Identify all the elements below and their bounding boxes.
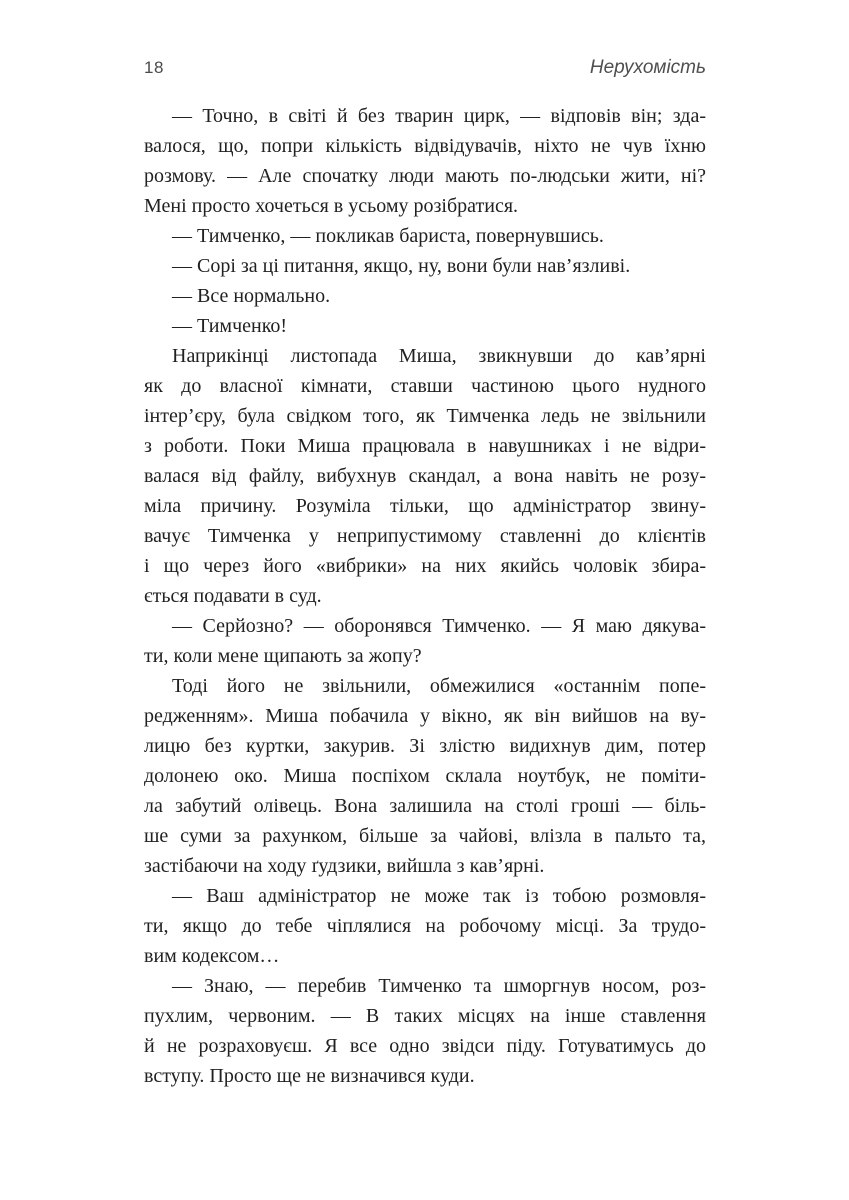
text-line: — Сорі за ці питання, якщо, ну, вони були нав’язливі.	[172, 255, 631, 277]
text-line: валося, що, попри кількість відвідувачів, ніхто не чув їхню	[144, 135, 706, 157]
text-line: і що через його «вибрики» на них якийсь чоловік збира-	[144, 555, 706, 577]
text-line: лицю без куртки, закурив. Зі злістю видихнув дим, потер	[144, 735, 706, 757]
text-line: Тоді його не звільнили, обмежилися «останнім попе-	[172, 675, 706, 697]
text-line: — Точно, в світі й без тварин цирк, — відповів він; зда-	[172, 105, 706, 127]
text-line: ше суми за рахунком, більше за чайові, влізла в пальто та,	[144, 825, 706, 847]
text-line: ти, коли мене щипають за жопу?	[144, 645, 422, 667]
text-line: з роботи. Поки Миша працювала в навушниках і не відри-	[144, 435, 706, 457]
text-line: вступу. Просто ще не визначився куди.	[144, 1065, 475, 1087]
text-line: — Тимченко!	[172, 315, 288, 337]
text-line: як до власної кімнати, ставши частиною цього нудного	[144, 375, 706, 397]
page-body	[144, 101, 706, 1091]
page-number: 18	[144, 58, 164, 77]
page-header	[144, 57, 706, 79]
text-line: інтер’єру, була свідком того, як Тимченка ледь не звільнили	[144, 405, 706, 427]
text-line: міла причину. Розуміла тільки, що адміністратор звину-	[144, 495, 706, 517]
text-line: ла забутий олівець. Вона залишила на столі гроші — біль-	[144, 795, 706, 817]
text-line: Наприкінці листопада Миша, звикнувши до кав’ярні	[172, 345, 706, 367]
text-line: й не розраховуєш. Я все одно звідси піду. Готуватимусь до	[144, 1035, 706, 1057]
text-line: розмову. — Але спочатку люди мають по-людськи жити, ні?	[144, 165, 706, 187]
text-line: валася від файлу, вибухнув скандал, а вона навіть не розу-	[144, 465, 706, 487]
text-line: — Все нормально.	[172, 285, 331, 307]
text-line: вим кодексом…	[144, 945, 280, 967]
text-line: редженням». Миша побачила у вікно, як він вийшов на ву-	[144, 705, 706, 727]
text-line: вачує Тимченка у неприпустимому ставленні до клієнтів	[144, 525, 706, 547]
text-line: — Знаю, — перебив Тимченко та шморгнув носом, роз-	[172, 975, 706, 997]
text-line: — Серйозно? — оборонявся Тимченко. — Я маю дякува-	[172, 615, 706, 637]
text-line: ється подавати в суд.	[144, 585, 322, 607]
text-line: — Тимченко, — покликав бариста, повернувшись.	[172, 225, 604, 247]
text-line: застібаючи на ходу ґудзики, вийшла з кав’ярні.	[144, 855, 545, 877]
running-title: Нерухомість	[589, 57, 706, 78]
text-line: Мені просто хочеться в усьому розібратися.	[144, 195, 519, 217]
text-line: ти, якщо до тебе чіплялися на робочому місці. За трудо-	[144, 915, 706, 937]
text-line: долонею око. Миша поспіхом склала ноутбук, не поміти-	[144, 765, 706, 787]
text-line: — Ваш адміністратор не може так із тобою розмовля-	[172, 885, 706, 907]
text-line: пухлим, червоним. — В таких місцях на інше ставлення	[144, 1005, 706, 1027]
